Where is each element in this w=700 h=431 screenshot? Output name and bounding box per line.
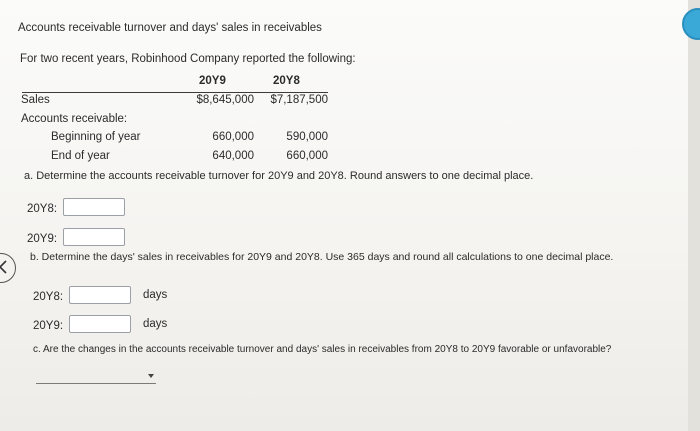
part-a-input-20y8-box[interactable] — [63, 198, 125, 216]
part-a-input-20y9[interactable] — [64, 231, 124, 247]
part-b-input-20y9-box[interactable] — [69, 315, 131, 333]
row-label-sales: Sales — [21, 94, 50, 106]
part-c-select[interactable] — [36, 371, 156, 384]
part-b-input-20y8-box[interactable] — [69, 286, 131, 304]
part-a-input-20y8[interactable] — [64, 201, 124, 217]
right-edge-strip — [688, 0, 700, 431]
part-a-question: a. Determine the accounts receivable turnover for 20Y9 and 20Y8. Round answers to one decimal place. — [24, 170, 534, 182]
table-rule — [22, 92, 328, 93]
col-header-20y9: 20Y9 — [199, 75, 226, 87]
part-a-label-20y8: 20Y8: — [27, 203, 58, 215]
part-b-input-20y9[interactable] — [70, 318, 130, 334]
row-label-accounts-receivable: Accounts receivable: — [21, 113, 128, 125]
problem-title: Accounts receivable turnover and days' sales in receivables — [18, 22, 322, 34]
problem-intro: For two recent years, Robinhood Company reported the following: — [20, 53, 356, 65]
caret-down-icon — [148, 374, 154, 378]
part-b-label-20y8: 20Y8: — [33, 291, 64, 303]
part-b-unit-20y9: days — [143, 318, 168, 330]
sales-20y9: $8,645,000 — [196, 94, 254, 106]
part-a-input-20y9-box[interactable] — [63, 228, 125, 246]
beginning-20y9: 660,000 — [212, 131, 254, 143]
col-header-20y8: 20Y8 — [273, 75, 300, 87]
beginning-20y8: 590,000 — [286, 131, 328, 143]
part-b-label-20y9: 20Y9: — [33, 320, 64, 332]
part-b-input-20y8[interactable] — [70, 289, 130, 305]
part-b-question: b. Determine the days' sales in receivables for 20Y9 and 20Y8. Use 365 days and round all calculations to one decimal place. — [30, 251, 614, 263]
chevron-left-icon — [0, 260, 7, 274]
part-c-question: c. Are the changes in the accounts receivable turnover and days' sales in receivables from 20Y8 to 20Y9 favorable or unfavorable? — [33, 344, 612, 355]
end-20y9: 640,000 — [212, 150, 254, 162]
part-b-unit-20y8: days — [143, 289, 168, 301]
back-button[interactable] — [0, 253, 16, 283]
row-label-end: End of year — [51, 150, 110, 162]
row-label-beginning: Beginning of year — [51, 131, 141, 143]
part-a-label-20y9: 20Y9: — [27, 233, 58, 245]
end-20y8: 660,000 — [286, 150, 328, 162]
sales-20y8: $7,187,500 — [270, 94, 328, 106]
